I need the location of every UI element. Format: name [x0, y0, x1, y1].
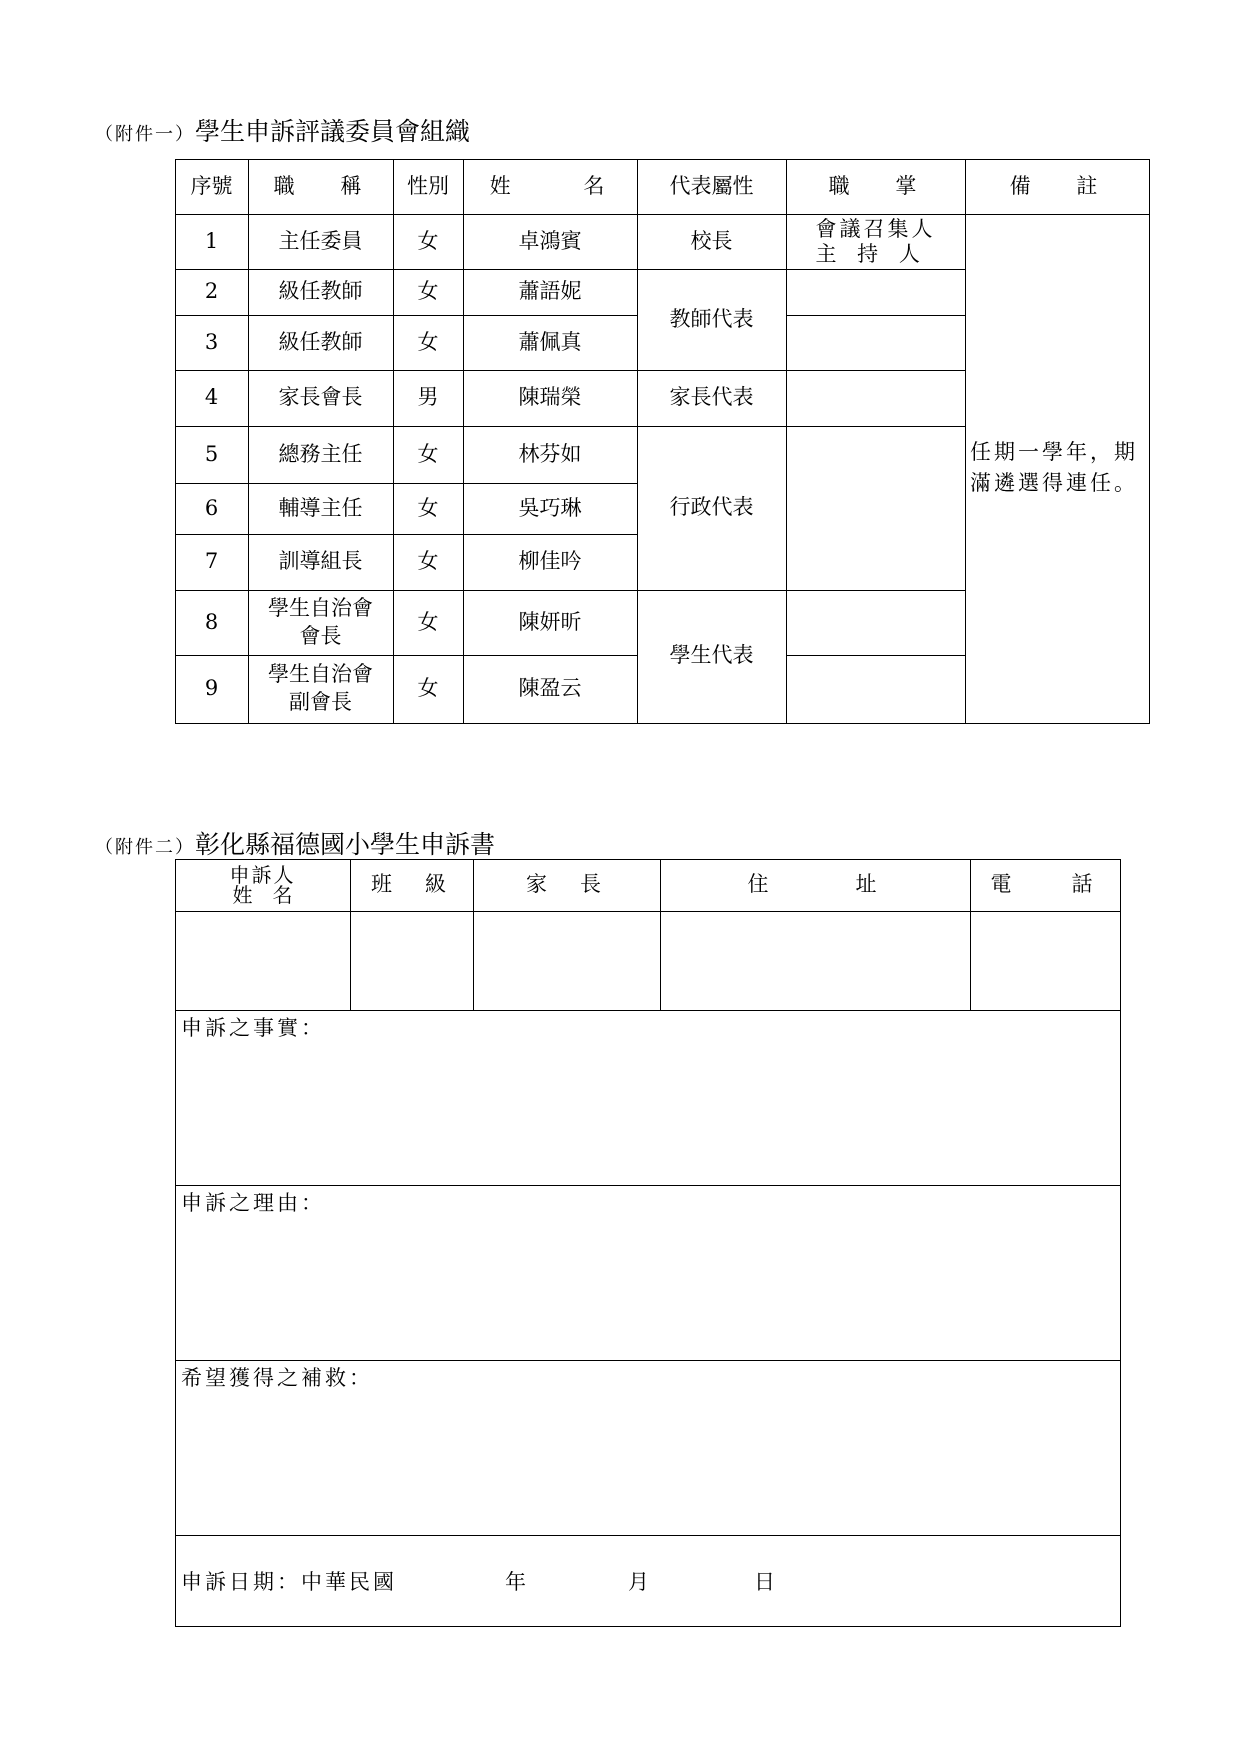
parent-field[interactable] [475, 913, 659, 1009]
header-line: 申訴人 [229, 863, 296, 887]
row-title: 主任委員 [278, 228, 363, 253]
remark-text: 任期一學年，期滿遴選得連任。 [970, 439, 1138, 495]
address-field[interactable] [662, 913, 969, 1009]
row-divider [175, 911, 1120, 912]
header-no: 序號 [190, 173, 233, 198]
row-title-line: 會長 [299, 623, 342, 648]
row-title-line: 學生自治會 [268, 596, 373, 621]
annex1-heading [95, 112, 470, 148]
row-title: 級任教師 [278, 279, 363, 304]
header-gender: 性別 [407, 173, 449, 198]
row-name: 吳巧琳 [518, 495, 582, 520]
row-no: 1 [204, 228, 219, 253]
row-gender: 女 [417, 329, 439, 354]
group-admin: 行政代表 [669, 495, 754, 520]
facts-label: 申訴之事實： [181, 1016, 325, 1040]
header-line: 姓 名 [232, 883, 293, 907]
duty-line: 會議召集人 [815, 217, 936, 242]
annex2-tag: （附件二） [95, 837, 195, 858]
group-principal: 校長 [690, 228, 733, 253]
row-divider [175, 1010, 1120, 1011]
class-field[interactable] [352, 913, 472, 1009]
row-divider [175, 1360, 1120, 1361]
duty-line: 主 持 人 [815, 241, 927, 266]
header-name: 姓 名 [489, 173, 611, 198]
row-gender: 女 [417, 495, 439, 520]
reason-label: 申訴之理由： [181, 1191, 325, 1215]
row-name: 陳妍昕 [518, 609, 582, 634]
row-gender: 女 [417, 441, 439, 466]
facts-field[interactable] [177, 1045, 1117, 1183]
row-name: 林芬如 [518, 441, 582, 466]
row-name: 蕭佩真 [518, 329, 582, 354]
row-divider [175, 1535, 1120, 1536]
header-title: 職 稱 [273, 173, 368, 198]
row-divider [786, 655, 965, 656]
row-divider [786, 315, 965, 316]
row-no: 9 [204, 675, 219, 700]
row-gender: 女 [417, 549, 439, 574]
header-duty: 職 掌 [828, 173, 923, 198]
row-no: 8 [204, 609, 219, 634]
reason-field[interactable] [177, 1220, 1117, 1358]
remark-term [970, 214, 1146, 722]
day-label: 日 [754, 1570, 778, 1594]
header-class: 班 級 [371, 872, 452, 897]
group-students: 學生代表 [669, 643, 754, 668]
row-title: 訓導組長 [278, 549, 363, 574]
group-parents: 家長代表 [669, 385, 754, 410]
row-no: 2 [204, 279, 219, 304]
row-name: 卓鴻賓 [518, 228, 582, 253]
appellant-name-field[interactable] [177, 913, 349, 1009]
row-name: 柳佳吟 [518, 549, 582, 574]
phone-field[interactable] [972, 913, 1118, 1009]
header-group: 代表屬性 [669, 173, 754, 198]
header-parent: 家 長 [526, 872, 607, 897]
row-title-line: 副會長 [289, 689, 352, 714]
month-label: 月 [628, 1570, 652, 1594]
header-remark: 備 註 [1009, 173, 1104, 198]
header-address: 住 址 [747, 872, 883, 897]
row-title: 家長會長 [278, 385, 363, 410]
row-title [248, 590, 393, 655]
row-gender: 女 [417, 609, 439, 634]
remedy-label: 希望獲得之補救： [181, 1366, 373, 1390]
annex1-title: 學生申訴評議委員會組織 [195, 117, 471, 146]
row-divider [175, 1185, 1120, 1186]
row-title [248, 655, 393, 722]
header-phone: 電 話 [990, 872, 1099, 897]
row-gender: 女 [417, 675, 439, 700]
row-no: 6 [204, 495, 219, 520]
row-no: 3 [204, 329, 219, 354]
row-gender: 女 [417, 228, 439, 253]
row-title: 輔導主任 [278, 495, 363, 520]
row-gender: 女 [417, 279, 439, 304]
row-title: 級任教師 [278, 329, 363, 354]
duty-convener [786, 214, 965, 269]
row-title: 總務主任 [278, 441, 363, 466]
row-title-line: 學生自治會 [268, 662, 373, 687]
row-no: 7 [204, 549, 219, 574]
annex2-title: 彰化縣福德國小學生申訴書 [195, 830, 496, 859]
row-name: 陳瑞榮 [518, 385, 582, 410]
date-label: 申訴日期：中華民國 [181, 1570, 397, 1594]
row-no: 5 [204, 441, 219, 466]
row-name: 陳盈云 [518, 675, 582, 700]
col-divider [965, 159, 966, 724]
annex1-tag: （附件一） [95, 124, 195, 145]
header-appellant-name [175, 859, 350, 911]
annex2-heading [95, 825, 495, 861]
row-gender: 男 [417, 385, 439, 410]
row-no: 4 [204, 385, 219, 410]
row-name: 蕭語妮 [518, 279, 582, 304]
group-teachers: 教師代表 [669, 306, 754, 331]
year-label: 年 [505, 1570, 529, 1594]
remedy-field[interactable] [177, 1395, 1117, 1533]
